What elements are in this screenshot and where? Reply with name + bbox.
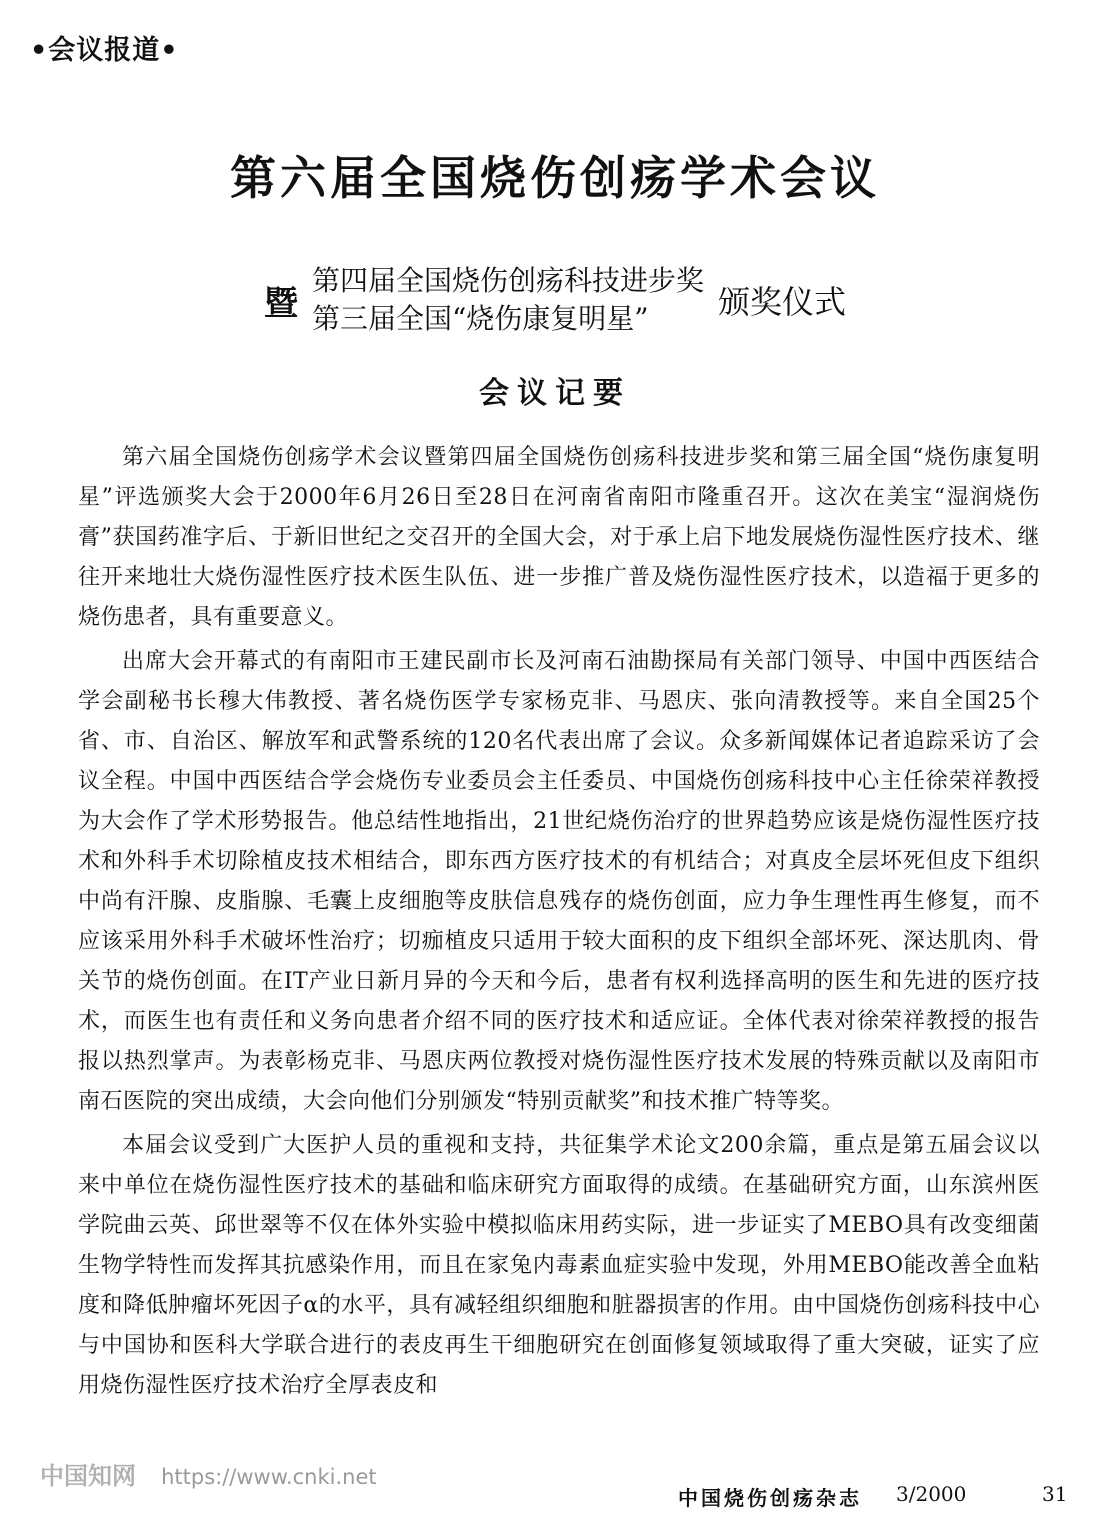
issue-number: 3/2000 (896, 1482, 967, 1506)
subtitle-prefix: 暨 (263, 283, 298, 324)
article-body (78, 438, 1040, 1410)
paragraph: 第六届全国烧伤创疡学术会议暨第四届全国烧伤创疡科技进步奖和第三届全国“烧伤康复明星”评选颁奖大会于2000年6月26日至28日在河南省南阳市隆重召开。这次在美宝“湿润烧伤膏”获国药准字后、于新旧世纪之交召开的全国大会，对于承上启下地发展烧伤湿性医疗技术、继往开来地壮大烧伤湿性医疗技术医生队伍、进一步推广普及烧伤湿性医疗技术，以造福于更多的烧伤患者，具有重要意义。 (78, 445, 1041, 630)
cnki-logo: 中国知网 (40, 1462, 136, 1490)
subtitle-lines (312, 262, 704, 338)
section-heading: 会议记要 (479, 376, 631, 411)
subtitle-block (0, 262, 1110, 338)
section-tag: •会议报道• (30, 35, 179, 66)
journal-name: 中国烧伤创疡杂志 (678, 1486, 862, 1510)
paragraph: 本届会议受到广大医护人员的重视和支持，共征集学术论文200余篇，重点是第五届会议以来中单位在烧伤湿性医疗技术的基础和临床研究方面取得的成绩。在基础研究方面，山东滨州医学院曲云英、邱世翠等不仅在体外实验中模拟临床用药实际，进一步证实了MEBO具有改变细菌生物学特性而发挥其抗感染作用，而且在家兔内毒素血症实验中发现，外用MEBO能改善全血粘度和降低肿瘤坏死因子α的水平，具有减轻组织细胞和脏器损害的作用。由中国烧伤创疡科技中心与中国协和医科大学联合进行的表皮再生干细胞研究在创面修复领域取得了重大突破，证实了应用烧伤湿性医疗技术治疗全厚表皮和 (78, 1133, 1040, 1398)
subtitle-line-2: 第三届全国“烧伤康复明星” (311, 302, 649, 335)
paragraph: 出席大会开幕式的有南阳市王建民副市长及河南石油勘探局有关部门领导、中国中西医结合学会副秘书长穆大伟教授、著名烧伤医学专家杨克非、马恩庆、张向清教授等。来自全国25个省、市、自治区、解放军和武警系统的120名代表出席了会议。众多新闻媒体记者追踪采访了会议全程。中国中西医结合学会烧伤专业委员会主任委员、中国烧伤创疡科技中心主任徐荣祥教授为大会作了学术形势报告。他总结性地指出，21世纪烧伤治疗的世界趋势应该是烧伤湿性医疗技术和外科手术切除植皮技术相结合，即东西方医疗技术的有机结合；对真皮全层坏死但皮下组织中尚有汗腺、皮脂腺、毛囊上皮细胞等皮肤信息残存的烧伤创面，应力争生理性再生修复，而不应该采用外科手术破坏性治疗；切痂植皮只适用于较大面积的皮下组织全部坏死、深达肌肉、骨关节的烧伤创面。在IT产业日新月异的今天和今后，患者有权利选择高明的医生和先进的医疗技术，而医生也有责任和义务向患者介绍不同的医疗技术和适应证。全体代表对徐荣祥教授的报告报以热烈掌声。为表彰杨克非、马恩庆两位教授对烧伤湿性医疗技术发展的特殊贡献以及南阳市南石医院的突出成绩，大会向他们分别颁发“特别贡献奖”和技术推广特等奖。 (78, 649, 1040, 1114)
page-number: 31 (1042, 1482, 1068, 1506)
article-title: 第六届全国烧伤创疡学术会议 (230, 151, 880, 205)
cnki-url: https://www.cnki.net (161, 1465, 377, 1489)
subtitle-line-1: 第四届全国烧伤创疡科技进步奖 (311, 264, 704, 297)
subtitle-suffix: 颁奖仪式 (718, 283, 847, 321)
page-footer (0, 1482, 1110, 1512)
